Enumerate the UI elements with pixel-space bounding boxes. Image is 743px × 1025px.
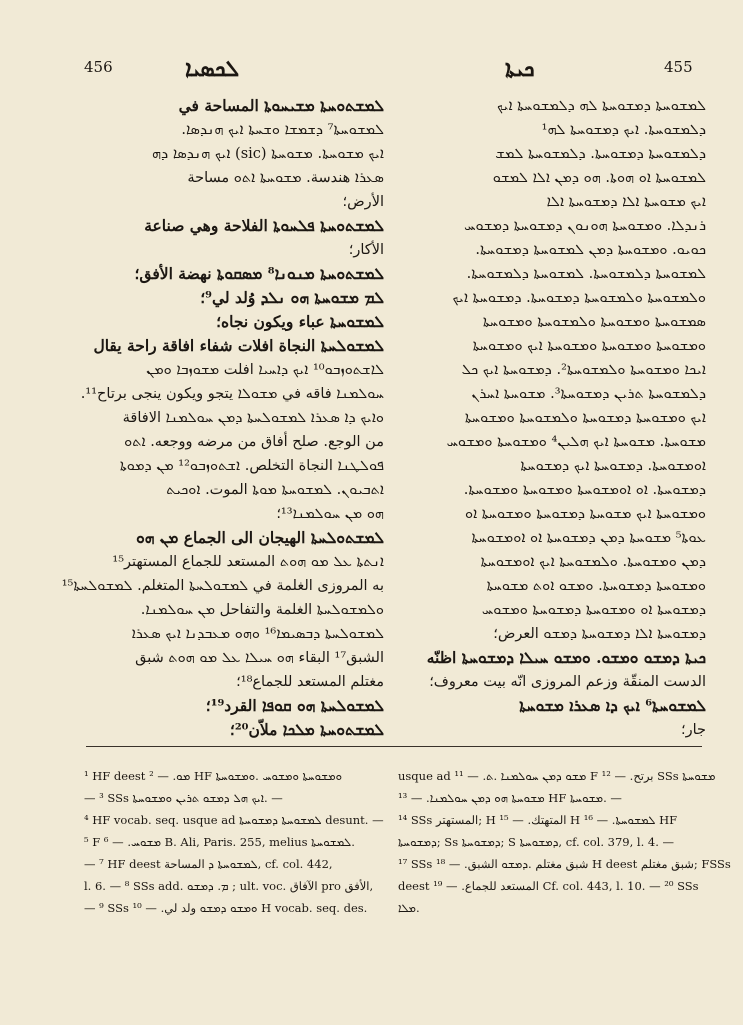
- text-line: ܣܡܫܘܚܬܐ ܘܡܫܘܚܬܐ ܘܠܡܫܘܚܬܐ ܘܡܫܘܚܬܐ: [482, 314, 706, 330]
- entry-headword-line: ܠܡܫܬܘܚܬܐ ܦܠܚܘܬܐ الفلاحة وهي صناعة: [144, 216, 384, 235]
- left-footnotes: [84, 765, 384, 919]
- text-line: الأرض؛: [342, 194, 384, 210]
- footnote-line: usque ad ܡܫܘ ܕܡܢ ܚܘܠܡܢܐ .ܬ. — ¹¹ F برتح. — ¹² SSs ܡܫܘܚܬܐ: [398, 769, 716, 783]
- text-line: به المروزى الغلمة في ܠܡܫܘܠܚܬܐ المتغلم. ܠܡܫܘܠܚܬܐ¹⁵: [61, 578, 384, 594]
- left-text-column: [61, 94, 384, 742]
- left-page-number: 456: [84, 58, 113, 76]
- text-line: مغتلم المستعد للجماع¹⁸؛: [236, 674, 384, 690]
- text-line: ܘܡܫܘܚܬܐ ܘܡܫܘܚܬܐ ܘܡܫܘܚܬܐ ܐܝܟ ܘܡܫܘܚܬܐ: [472, 338, 706, 354]
- text-line: الشبق¹⁷ البقاء ܗܘ ܚܝܠܐ ܥܠ ܡܘ ܗܘܬ شبق: [135, 650, 384, 666]
- text-line: ܥܘܬܐ⁵ ܡܫܘܚܬܐ ܕܡܢ ܕܡܫܘܚܬܐ ܐܘ ܐܘܡܫܘܚܬܐ: [471, 530, 706, 546]
- text-line: ܗܘ ܡܢ ܚܘܠܡܢܐ¹³؛: [276, 506, 384, 522]
- footnote-line: ¹⁴ SSs المستهتر; H المتهتك. — ¹⁵ H ܠܡܫܘܚܬܐ. — ¹⁶ HF: [398, 813, 678, 827]
- text-line: ܐܝܟ ܡܫܘܚܬܐ. ܡܫܘܚܬܐ (sic) ܐܝܟ ܗܢܕܣܐ ܕܗ: [151, 146, 384, 162]
- text-line: ܐܝܟ ܡܫܘܚܬܐ ܐܠܐ ܕܡܫܘܚܬܐ ܐܠܐ: [546, 194, 706, 210]
- footnote-line: l. 6. — ⁸ SSs add. ܡ. ܕܡܫܘ ; ult. voc. الآفاق pro الأفق,: [84, 879, 374, 893]
- right-page-number: 455: [664, 58, 693, 76]
- text-line: ܦܘܠܛܢܐ النجاة التخلص. ܐܫܬܘܙܒܘ¹² ܡܢ ܕܡܘܬܐ: [119, 458, 384, 474]
- right-text-column: [408, 94, 706, 742]
- entry-headword-line: ܠܡܫܘܚܬܐ⁶ ܐܝܟ ܕܐ ܣܥܪܐ ܡܫܘܚܬܐ: [519, 696, 706, 715]
- text-line: ܐܬܒܝܘܢ. ܠܡܫܘܚܬܐ ܡܘܬܐ الموت. ܐܘܟܝܬ: [166, 482, 384, 498]
- text-line: من الوجع. صلح أفاق من مرضه ووجعه. ܐܬܘ: [124, 434, 384, 450]
- footnote-line: — ³ SSs ܐܝܟ ܗܠ ܕܡܫܘ ܬܪܝܢ ܘܡܫܘܚܬܐ. —: [84, 791, 283, 805]
- entry-headword-line: ܠܡܫܬܘܚܬܐ ܡܠܟܐ ملاّن²⁰؛: [229, 720, 384, 739]
- text-line: ܕܡܫܘܚܬܐ ܐܘ ܘܡܫܘܚܬܐ ܕܡܫܘܚܬܐ ܘܡܫܘܚ: [481, 602, 706, 618]
- entry-headword-line: ܠܡܫܘܠܚܬܐ ܗܘ ܩܘܦܐ القرد¹⁹؛: [205, 696, 384, 715]
- text-line: ܚܘܠܡܢܐ فاقه في ܡܫܘܠܐ يتجو ويكون ينجى برتاح¹¹.: [80, 386, 384, 402]
- text-line: ܪܢܕܠܐ. ܘܡܫܘܚܬܐ ܗܘܢܘܢ ܕܡܫܘܚܬܐ ܕܡܫܘܚ: [464, 218, 706, 234]
- entry-headword-line: ܠܡ ܡܫܘܚܬܐ ܗܘ ܢܠܕ وُلد لي⁹؛: [200, 288, 384, 307]
- entry-headword-line: ܠܡܫܬܘܚܬܐ ܡܢܘܢܐ⁸ ܡܣܩܘܬܐ نهضة الأفق؛: [134, 264, 384, 283]
- text-line: ܠܡܫܘܠܚܬܐ ܕܒܣܝܡܐ¹⁶ ܘܗܘ ܡܥܒܕܢܐ ܐܝܟ ܣܥܪܐ: [131, 626, 384, 642]
- text-line: ܐܝܟ ܘܡܫܘܚܬܐ ܕܡܫܘܚܬܐ ܘܠܡܫܘܚܬܐ ܘܡܫܘܚܬܐ: [464, 410, 706, 426]
- entry-headword-line: ܠܡܫܬܘܠܚܬܐ الهيجان الى الجماع ܡܢ ܗܘ: [136, 528, 384, 547]
- text-line: ܠܐܫܬܘܙܒܘ¹⁰ ܐܝܟ ܕܐܚܝܐ افلت ܡܫܘܙܒܐ ܘܡܢ: [146, 362, 384, 378]
- text-line: ܠܡܫܘܚܬܐ⁷ ܕܫܡܫܐ ܘܫܚܬܐ ܐܝܟ ܗܢܕܣܐ.: [181, 122, 384, 138]
- footnote-line: ¹ HF deest ܡܘ. — ² HF ܘܡܫܘܚܬܐ ܘܡܫܘܚ .ܘܡܫܘܚܬܐ: [84, 769, 343, 783]
- text-line: ܠܡܫܘܚܬܐ ܐܘ ܗܘܬܐ. ܗܘ ܕܡܢ ܐܠܐ ܠܡܫܘ: [492, 170, 706, 186]
- text-line: ܠܡܫܘܚܬܐ ܕܠܡܫܘܚܬܐ. ܠܡܫܘܚܬܐ ܕܠܡܫܘܚܬܐ.: [466, 266, 706, 282]
- text-line: ܐܝܟܐ ܘܡܫܘܚܬܐ ܘܠܡܫܘܚܬܐ². ܕܡܫܘܚܬܐ ܐܝܟ ܟܠ: [461, 362, 706, 378]
- text-line: ܘܡܫܘܚܬܐ ܕܡܫܘܚܬܐ. ܘܡܫܘ ܐܘܬ ܡܫܘܚܬܐ: [486, 578, 706, 594]
- entry-headword-line: ܟܝܬܐ ܕܡܫܘ ܘܡܫܘ. ܘܡܫܘ ܚܝܠܐ ܕܡܫܘܚܬܐ اظنّه: [426, 648, 706, 667]
- text-line: ܘܠܡܫܘܠܚܬܐ الغلمة والتفاحل ܡܢ ܚܘܠܡܢܐ.: [140, 602, 384, 618]
- footnote-line: — ⁹ SSs ܘܡܫܘ ܕܡܫܘ ولد لي. — ¹⁰ H vocab. seq. des.: [84, 901, 368, 915]
- text-line: ܘܡܫܘܚܬܐ ܐܝܟ ܡܫܘܚܬܐ ܕܡܫܘܚܬܐ ܘܡܫܘܚܬܐ ܐܘ: [465, 506, 706, 522]
- footnote-line: ⁴ HF vocab. seq. usque ad ܠܡܫܘܚܬܐ ܕܡܫܘܚܬܐ desunt. —: [84, 813, 384, 827]
- entry-headword-line: ܠܡܫܘܠܚܬܐ النجاة افلات شفاء افاقة راحة يقال: [93, 336, 384, 355]
- text-line: ܕܠܡܫܘܚܬܐ. ܐܝܟ ܕܡܫܘܚܬܐ ܠܗ¹: [541, 122, 706, 138]
- text-line: ܕܠܡܫܘܚܬܐ ܬܪܝܢ ܕܡܫܘܚܬܐ³. ܡܫܘܚܬܐ ܐܚܪܢ: [471, 386, 706, 402]
- text-line: ܘܠܡܫܘܚܬܐ ܘܠܡܫܘܚܬܐ ܕܡܫܘܚܬܐ. ܕܡܫܘܚܬܐ ܐܝܟ: [452, 290, 706, 306]
- text-line: ܐܘܡܫܘܚܬܐ. ܕܡܫܘܚܬܐ ܐܝܟ ܕܡܫܘܚܬܐ: [520, 458, 706, 474]
- footnote-line: deest المستعد للجماع. — ¹⁹ Cf. col. 443, l. 10. — ²⁰ SSs: [398, 879, 699, 893]
- text-line: ܕܡܢ ܘܡܫܘܚܬܐ. ܘܠܡܫܘܚܬܐ ܐܝܟ ܐܘܡܫܘܚܬܐ: [480, 554, 706, 570]
- right-running-head: ܟܝܬܐ: [505, 56, 535, 82]
- text-line: ܣܥܪܐ هندسة. ܡܫܘܚܬܐ ܐܬܘ مساحة: [187, 170, 384, 186]
- footnote-line: ⁵ F ܡܫܘܚ. — ⁶ B. Ali, Paris. 255, melius ܠܡܫܘܚܬܐ.: [84, 835, 355, 849]
- footnote-line: ¹⁷ SSs شبق مغتلم .ܕܡܫܘ الشبق. — ¹⁸ H deest شبق مغتلم; FSSs: [398, 857, 731, 871]
- page-header: [0, 58, 743, 88]
- text-line: ܕܡܫܘܚܬܐ. ܐܘ ܐܘܡܫܘܚܬܐ ܘܡܫܘܚܬܐ ܘܡܫܘܚܬܐ.: [463, 482, 706, 498]
- footnote-line: — ⁷ HF deest ܠܡܫܘܚܬܐ ܕ المساحة, cf. col. 442,: [84, 857, 333, 871]
- text-line: ܟܘܝܘ. ܘܡܫܘܚܬܐ ܕܡܢ ܠܡܫܘܚܬܐ ܕܡܫܘܚܬܐ.: [475, 242, 706, 258]
- text-line: جار؛: [681, 722, 706, 738]
- left-running-head: ܠܟܣܝܐ: [185, 56, 240, 82]
- footnote-line: ܕܡܫܘܚܬܐ; Ss ܕܡܫܘܚܬܐ; S ܕܡܫܘܚܬܐ, cf. col. 379, l. 4. —: [398, 835, 675, 849]
- text-line: ܕܡܫܘܚܬܐ ܐܠܐ ܕܡܫܘܚܬܐ ܕܡܫܘ العرض؛: [493, 626, 706, 642]
- text-line: ܐܢܬܬܐ ܥܠ ܡܘ ܗܘܬ المستعد للجماع المستهتر¹⁵: [112, 554, 384, 570]
- footnote-line: ܡܫܘܚܬܐ ܗܘ ܕܡܢ ܚܘܠܡܢܐ. — ¹³ HF ܡܫܘܚܬܐ. —: [398, 791, 622, 805]
- text-line: ܘܐܝܟ ܕܐ ܣܥܪܐ ܠܡܫܘܠܚܬܐ ܕܡܢ ܚܘܠܡܢܐ الافاقة: [122, 410, 384, 426]
- right-footnotes: [398, 765, 731, 919]
- text-line: ܡܫܘܚܬܐ. ܡܫܘܚܬܐ ܐܝܟ ܗܠܝܢ⁴ ܘܡܫܘܚܬܐ ܘܡܫܘܚ: [446, 434, 706, 450]
- footnote-separator: [86, 746, 702, 747]
- text-line: ܕܠܡܫܘܚܬܐ ܕܡܫܘܚܬܐ. ܕܠܡܫܘܚܬܐ ܠܡܫ: [495, 146, 706, 162]
- text-line: الأكار؛: [348, 242, 384, 258]
- footnote-line: ܡܠܐ.: [398, 901, 420, 915]
- text-line: الدست المنقّة وزعم المروزى انّه بيت معروف؛: [429, 674, 706, 690]
- entry-headword-line: ܠܡܫܬܘܚܬܐ ܡܫܝܚܘܬܐ المساحة في: [178, 96, 384, 115]
- text-line: ܠܡܫܘܚܬܐ ܕܡܫܘܚܬܐ ܠܗ ܕܠܡܫܘܚܬܐ ܐܝܟ: [496, 98, 706, 114]
- entry-headword-line: ܠܡܫܘܚܬܐ عباء ويكون نجاه؛: [216, 312, 384, 331]
